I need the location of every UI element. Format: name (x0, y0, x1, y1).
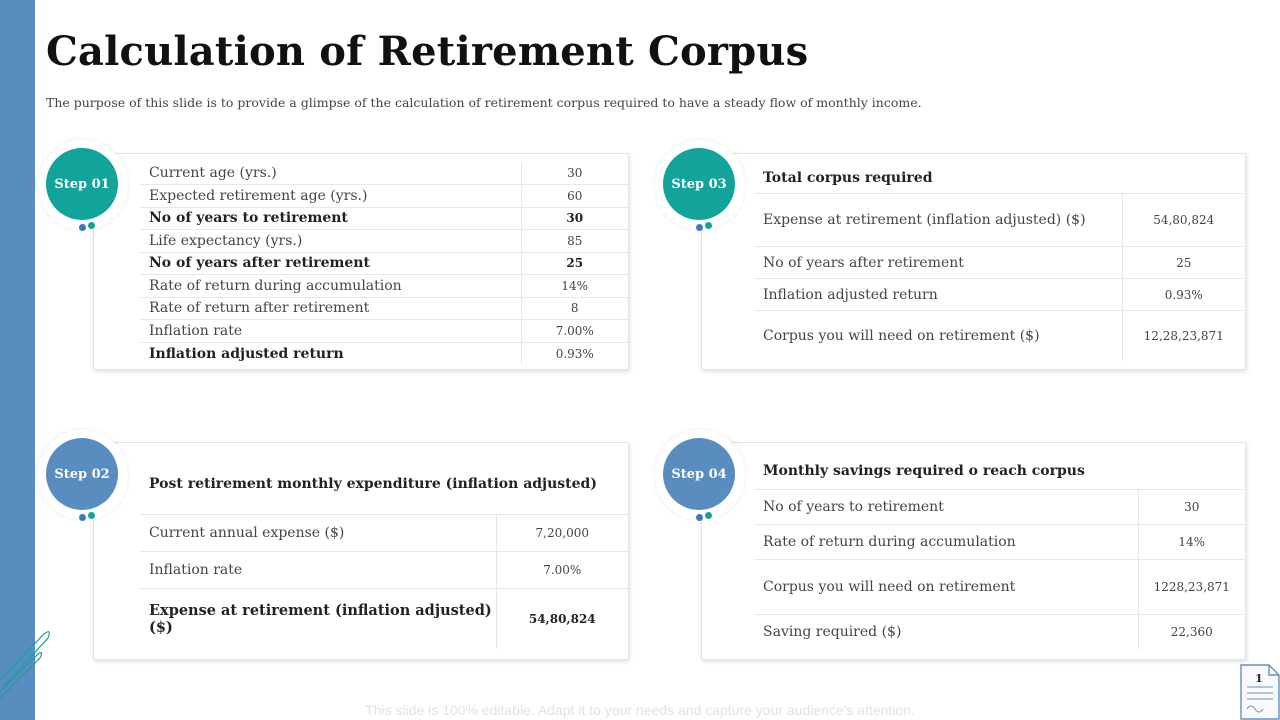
dot-icon (79, 224, 86, 231)
row-label: Corpus you will need on retirement (754, 560, 1138, 615)
row-label: Expense at retirement (inflation adjusted) ($) (754, 194, 1122, 247)
row-value: 7.00% (496, 552, 628, 589)
side-accent-bar (0, 0, 35, 720)
table-row (754, 311, 1245, 361)
step2-badge (38, 430, 128, 520)
footer-note: This slide is 100% editable. Adapt it to your needs and capture your audience's attention. (365, 702, 915, 718)
table-row (140, 552, 628, 589)
row-label: Inflation rate (140, 552, 496, 589)
row-label: Inflation adjusted return (754, 279, 1122, 311)
row-label: No of years to retirement (140, 207, 521, 230)
step2-heading: Post retirement monthly expenditure (inflation adjusted) (149, 476, 597, 492)
step1-table (140, 162, 628, 365)
table-row (754, 247, 1245, 279)
row-value: 54,80,824 (1122, 194, 1245, 247)
row-value: 25 (521, 252, 628, 275)
row-value: 30 (521, 162, 628, 185)
row-value: 54,80,824 (496, 589, 628, 649)
table-row (140, 185, 628, 208)
table-row (140, 162, 628, 185)
table-row (754, 194, 1245, 247)
row-label: No of years to retirement (754, 490, 1138, 525)
row-label: Current age (yrs.) (140, 162, 521, 185)
table-row (754, 525, 1245, 560)
row-label: Expense at retirement (inflation adjusted) ($) (149, 601, 492, 636)
row-value: 25 (1122, 247, 1245, 279)
dot-icon (696, 514, 703, 521)
step2-label: Step 02 (46, 438, 118, 510)
row-label: Rate of return after retirement (140, 297, 521, 320)
step2-table (140, 514, 628, 649)
step1-label: Step 01 (46, 148, 118, 220)
table-row (140, 589, 628, 649)
row-value: 85 (521, 230, 628, 253)
row-value: 14% (1138, 525, 1245, 560)
row-value: 7.00% (521, 320, 628, 343)
row-value: 60 (521, 185, 628, 208)
row-value: 7,20,000 (496, 515, 628, 552)
dot-icon (705, 222, 712, 229)
dot-icon (705, 512, 712, 519)
table-row (754, 560, 1245, 615)
row-label: No of years after retirement (140, 252, 521, 275)
step3-badge (655, 140, 745, 230)
step3-heading: Total corpus required (763, 170, 933, 186)
dot-icon (79, 514, 86, 521)
row-label: Corpus you will need on retirement ($) (763, 327, 1040, 344)
dot-icon (88, 222, 95, 229)
paperclip-decoration (0, 620, 60, 700)
row-value: 0.93% (1122, 279, 1245, 311)
table-row (140, 252, 628, 275)
page-subtitle: The purpose of this slide is to provide a glimpse of the calculation of retirement corpus required to have a steady flow of monthly income. (46, 95, 922, 110)
row-value: 22,360 (1138, 615, 1245, 650)
step3-table (754, 193, 1245, 361)
table-row (140, 515, 628, 552)
row-label: Rate of return during accumulation (140, 275, 521, 298)
table-row (140, 207, 628, 230)
dot-icon (696, 224, 703, 231)
row-value: 30 (1138, 490, 1245, 525)
table-row (754, 279, 1245, 311)
table-row (140, 342, 628, 365)
row-label: Saving required ($) (763, 624, 902, 641)
page-title: Calculation of Retirement Corpus (46, 28, 809, 75)
step4-label: Step 04 (663, 438, 735, 510)
row-value: 0.93% (521, 342, 628, 365)
step3-label: Step 03 (663, 148, 735, 220)
table-row (140, 320, 628, 343)
row-label: Expected retirement age (yrs.) (140, 185, 521, 208)
row-label: Life expectancy (yrs.) (140, 230, 521, 253)
row-value: 30 (521, 207, 628, 230)
step4-table (754, 489, 1245, 650)
step4-heading: Monthly savings required o reach corpus (763, 463, 1085, 479)
row-label: Inflation rate (140, 320, 521, 343)
row-label: Current annual expense ($) (140, 515, 496, 552)
row-label: Rate of return during accumulation (754, 525, 1138, 560)
table-row (140, 230, 628, 253)
document-icon (1239, 663, 1280, 720)
page-number-icon (1239, 663, 1280, 720)
table-row (140, 297, 628, 320)
table-row (754, 490, 1245, 525)
step1-badge (38, 140, 128, 230)
page-number: 1 (1255, 672, 1263, 685)
row-value: 8 (521, 297, 628, 320)
dot-icon (88, 512, 95, 519)
row-label: No of years after retirement (754, 247, 1122, 279)
table-row (140, 275, 628, 298)
table-row (754, 615, 1245, 650)
row-value: 14% (521, 275, 628, 298)
step4-badge (655, 430, 745, 520)
row-value: 1228,23,871 (1138, 560, 1245, 615)
row-value: 12,28,23,871 (1122, 311, 1245, 361)
row-label: Inflation adjusted return (149, 345, 344, 362)
